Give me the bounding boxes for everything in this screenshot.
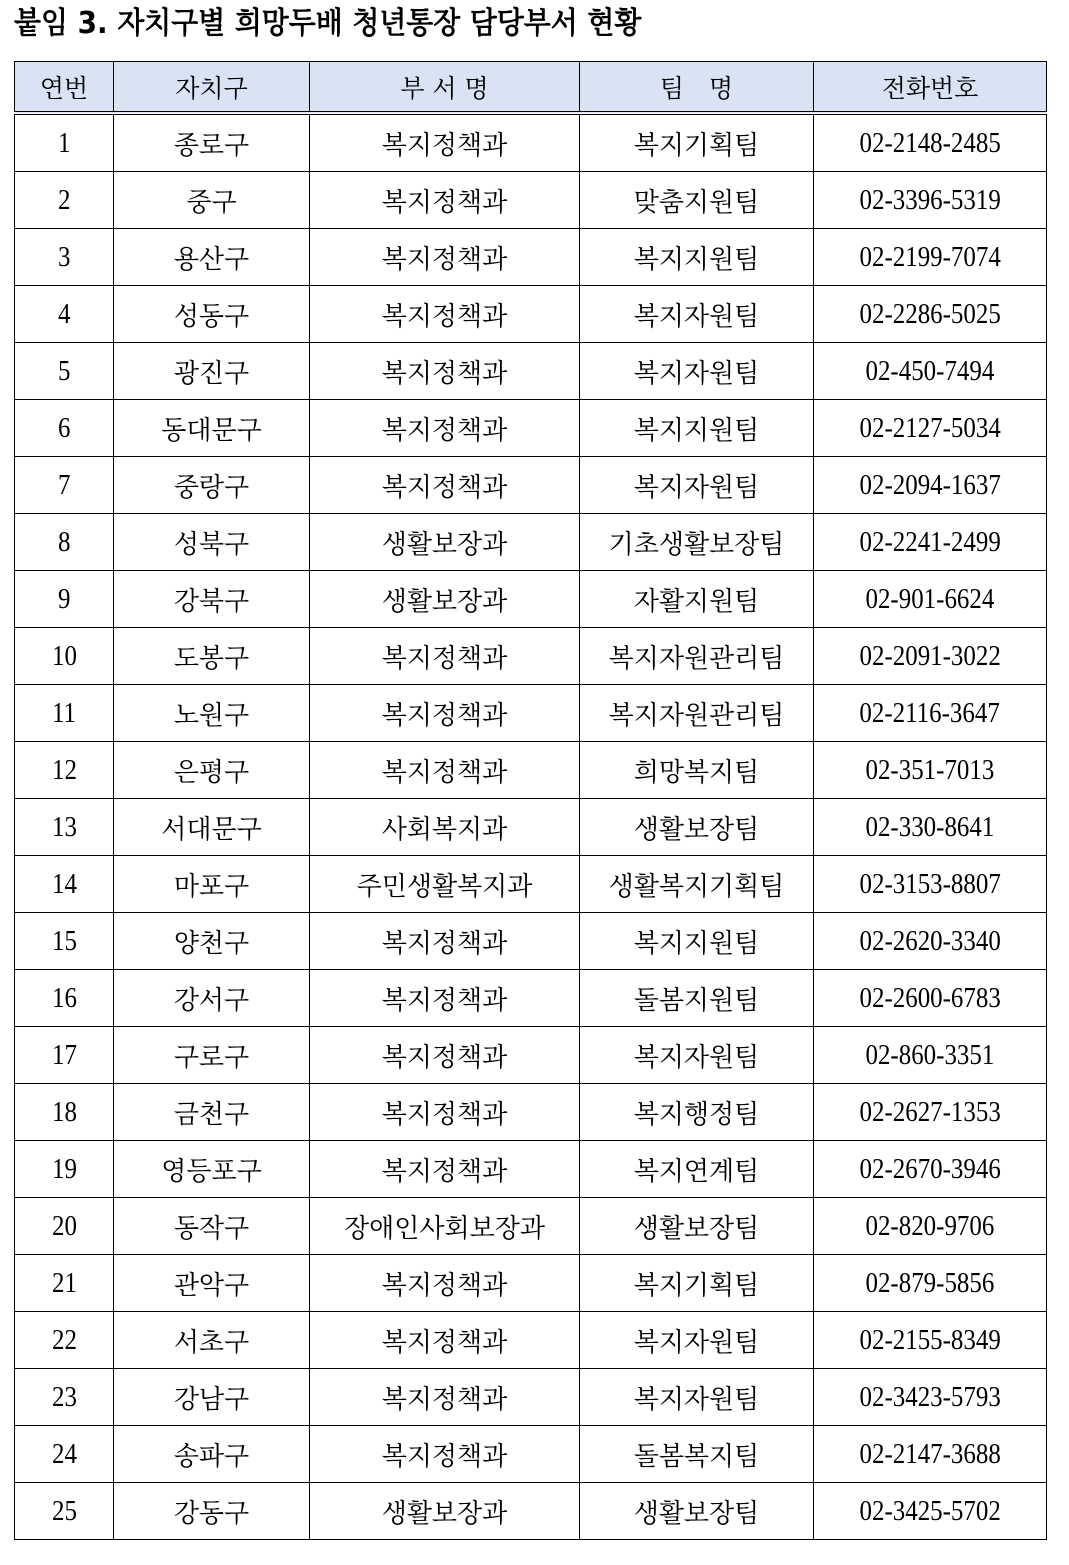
- cell-department: [310, 1027, 580, 1084]
- cell-phone-text: 02-2627-1353: [859, 1095, 1001, 1128]
- cell-department: [310, 343, 580, 400]
- cell-team-text: 돌봄지원팀: [633, 985, 760, 1016]
- cell-district: [114, 1084, 310, 1141]
- cell-district: [114, 913, 310, 970]
- cell-department-text: 생활보장과: [381, 586, 508, 617]
- cell-no: [15, 1084, 114, 1141]
- cell-phone: [814, 457, 1047, 514]
- cell-phone: [814, 685, 1047, 742]
- cell-district: [114, 229, 310, 286]
- cell-phone: [814, 970, 1047, 1027]
- cell-no: [15, 457, 114, 514]
- cell-no-text: 1: [57, 126, 71, 159]
- cell-no: [15, 1027, 114, 1084]
- cell-team: [580, 856, 814, 913]
- cell-team: [580, 1426, 814, 1483]
- table-row: [15, 514, 1047, 571]
- cell-phone: [814, 1369, 1047, 1426]
- cell-phone: [814, 400, 1047, 457]
- cell-phone-text: 02-879-5856: [865, 1266, 995, 1299]
- cell-district-text: 노원구: [173, 700, 250, 731]
- cell-no: [15, 685, 114, 742]
- cell-team-text: 복지행정팀: [633, 1099, 760, 1130]
- cell-district: [114, 1141, 310, 1198]
- cell-department-text: 복지정책과: [381, 301, 508, 332]
- cell-district-text: 중랑구: [173, 472, 250, 503]
- table-row: [15, 913, 1047, 970]
- cell-team: [580, 400, 814, 457]
- header-team: 팀 명: [580, 62, 814, 114]
- cell-district: [114, 1255, 310, 1312]
- cell-phone-text: 02-2199-7074: [859, 240, 1001, 273]
- cell-phone: [814, 343, 1047, 400]
- cell-district: [114, 628, 310, 685]
- cell-team-text: 복지지원팀: [633, 928, 760, 959]
- cell-no: [15, 742, 114, 799]
- cell-phone-text: 02-901-6624: [865, 582, 995, 615]
- cell-department-text: 생활보장과: [381, 529, 508, 560]
- cell-team: [580, 229, 814, 286]
- cell-phone: [814, 1426, 1047, 1483]
- table-row: [15, 1369, 1047, 1426]
- cell-district: [114, 343, 310, 400]
- cell-department: [310, 457, 580, 514]
- cell-team: [580, 628, 814, 685]
- cell-team: [580, 1027, 814, 1084]
- cell-team-text: 돌봄복지팀: [633, 1441, 760, 1472]
- cell-team-text: 복지자원팀: [633, 1042, 760, 1073]
- table-row: [15, 400, 1047, 457]
- cell-department-text: 복지정책과: [381, 1042, 508, 1073]
- cell-phone-text: 02-2155-8349: [859, 1323, 1001, 1356]
- cell-no: [15, 1198, 114, 1255]
- cell-phone: [814, 1312, 1047, 1369]
- table-row: [15, 571, 1047, 628]
- cell-team: [580, 571, 814, 628]
- cell-district-text: 강서구: [173, 985, 250, 1016]
- cell-phone-text: 02-3425-5702: [859, 1494, 1001, 1527]
- cell-phone: [814, 1027, 1047, 1084]
- cell-district-text: 강남구: [173, 1384, 250, 1415]
- cell-team-text: 기초생활보장팀: [608, 529, 785, 560]
- cell-team-text: 생활보장팀: [633, 1213, 760, 1244]
- cell-phone: [814, 286, 1047, 343]
- cell-no: [15, 1312, 114, 1369]
- cell-department-text: 복지정책과: [381, 244, 508, 275]
- cell-department: [310, 1369, 580, 1426]
- cell-department: [310, 514, 580, 571]
- cell-department-text: 복지정책과: [381, 1384, 508, 1415]
- cell-no-text: 6: [57, 411, 71, 444]
- cell-district-text: 동작구: [173, 1213, 250, 1244]
- cell-team: [580, 913, 814, 970]
- cell-no-text: 4: [57, 297, 71, 330]
- cell-team-text: 복지기획팀: [633, 130, 760, 161]
- cell-district: [114, 172, 310, 229]
- cell-team-text: 복지자원팀: [633, 472, 760, 503]
- cell-team: [580, 286, 814, 343]
- table-row: [15, 1027, 1047, 1084]
- table-row: [15, 1312, 1047, 1369]
- cell-team: [580, 799, 814, 856]
- cell-phone: [814, 571, 1047, 628]
- cell-district: [114, 400, 310, 457]
- cell-district: [114, 856, 310, 913]
- cell-no-text: 20: [51, 1209, 77, 1242]
- cell-no: [15, 913, 114, 970]
- cell-district: [114, 1198, 310, 1255]
- cell-district-text: 용산구: [173, 244, 250, 275]
- cell-phone-text: 02-2148-2485: [859, 126, 1001, 159]
- cell-department-text: 복지정책과: [381, 472, 508, 503]
- cell-phone-text: 02-2600-6783: [859, 981, 1001, 1014]
- cell-phone-text: 02-3396-5319: [859, 183, 1001, 216]
- cell-no-text: 11: [51, 696, 77, 729]
- cell-phone-text: 02-860-3351: [865, 1038, 995, 1071]
- cell-department-text: 복지정책과: [381, 358, 508, 389]
- cell-team: [580, 970, 814, 1027]
- cell-no-text: 23: [51, 1380, 77, 1413]
- cell-district-text: 마포구: [173, 871, 250, 902]
- cell-phone: [814, 913, 1047, 970]
- cell-department-text: 복지정책과: [381, 1156, 508, 1187]
- cell-district-text: 관악구: [173, 1270, 250, 1301]
- cell-no-text: 5: [57, 354, 71, 387]
- table-header-row: [15, 62, 1047, 114]
- cell-department-text: 복지정책과: [381, 985, 508, 1016]
- cell-team: [580, 1255, 814, 1312]
- cell-district-text: 광진구: [173, 358, 250, 389]
- table-row: [15, 685, 1047, 742]
- cell-team-text: 복지기획팀: [633, 1270, 760, 1301]
- cell-department-text: 복지정책과: [381, 700, 508, 731]
- cell-phone: [814, 742, 1047, 799]
- cell-district-text: 강동구: [173, 1498, 250, 1529]
- table-row: [15, 1426, 1047, 1483]
- cell-district: [114, 685, 310, 742]
- table-row: [15, 343, 1047, 400]
- cell-team-text: 생활복지기획팀: [608, 871, 785, 902]
- cell-district-text: 송파구: [173, 1441, 250, 1472]
- cell-team: [580, 685, 814, 742]
- cell-department: [310, 742, 580, 799]
- cell-phone-text: 02-330-8641: [865, 810, 995, 843]
- cell-phone: [814, 1483, 1047, 1540]
- cell-no-text: 25: [51, 1494, 77, 1527]
- cell-department: [310, 856, 580, 913]
- cell-department: [310, 172, 580, 229]
- cell-no: [15, 343, 114, 400]
- cell-team: [580, 172, 814, 229]
- cell-phone-text: 02-2127-5034: [859, 411, 1001, 444]
- cell-no: [15, 1141, 114, 1198]
- table-row: [15, 113, 1047, 172]
- cell-no-text: 14: [51, 867, 77, 900]
- cell-no: [15, 514, 114, 571]
- cell-team-text: 생활보장팀: [633, 1498, 760, 1529]
- cell-no: [15, 172, 114, 229]
- cell-district: [114, 286, 310, 343]
- cell-department: [310, 913, 580, 970]
- cell-team: [580, 457, 814, 514]
- cell-no-text: 17: [51, 1038, 77, 1071]
- cell-department-text: 복지정책과: [381, 187, 508, 218]
- cell-team: [580, 1483, 814, 1540]
- cell-no-text: 9: [57, 582, 71, 615]
- table-row: [15, 1483, 1047, 1540]
- cell-department-text: 복지정책과: [381, 415, 508, 446]
- cell-phone-text: 02-2094-1637: [859, 468, 1001, 501]
- cell-department: [310, 1483, 580, 1540]
- cell-phone-text: 02-2116-3647: [859, 696, 1001, 729]
- cell-team-text: 복지자원팀: [633, 1384, 760, 1415]
- header-department: 부 서 명: [310, 62, 580, 114]
- cell-no-text: 21: [51, 1266, 77, 1299]
- cell-district: [114, 514, 310, 571]
- table-row: [15, 1198, 1047, 1255]
- cell-department: [310, 400, 580, 457]
- cell-phone-text: 02-3423-5793: [859, 1380, 1001, 1413]
- cell-department: [310, 1198, 580, 1255]
- cell-team: [580, 514, 814, 571]
- table-row: [15, 970, 1047, 1027]
- cell-no: [15, 229, 114, 286]
- department-table: [14, 61, 1047, 1540]
- cell-district: [114, 571, 310, 628]
- cell-district-text: 서초구: [173, 1327, 250, 1358]
- cell-department-text: 복지정책과: [381, 928, 508, 959]
- table-row: [15, 457, 1047, 514]
- cell-district-text: 중구: [186, 187, 237, 218]
- cell-team: [580, 343, 814, 400]
- cell-department: [310, 1255, 580, 1312]
- cell-phone: [814, 799, 1047, 856]
- cell-no-text: 18: [51, 1095, 77, 1128]
- cell-team-text: 복지자원관리팀: [608, 700, 785, 731]
- table-row: [15, 1084, 1047, 1141]
- cell-phone: [814, 1141, 1047, 1198]
- cell-no-text: 8: [57, 525, 71, 558]
- cell-district-text: 강북구: [173, 586, 250, 617]
- cell-department-text: 주민생활복지과: [356, 871, 533, 902]
- cell-district-text: 양천구: [173, 928, 250, 959]
- cell-district-text: 도봉구: [173, 643, 250, 674]
- cell-phone-text: 02-2670-3946: [859, 1152, 1001, 1185]
- cell-department-text: 복지정책과: [381, 1270, 508, 1301]
- cell-phone-text: 02-2147-3688: [859, 1437, 1001, 1470]
- cell-phone-text: 02-2286-5025: [859, 297, 1001, 330]
- cell-district-text: 서대문구: [161, 814, 262, 845]
- cell-no-text: 15: [51, 924, 77, 957]
- cell-no-text: 3: [57, 240, 71, 273]
- cell-team: [580, 1084, 814, 1141]
- cell-team-text: 희망복지팀: [633, 757, 760, 788]
- cell-department: [310, 286, 580, 343]
- cell-department: [310, 1084, 580, 1141]
- table-row: [15, 628, 1047, 685]
- cell-team-text: 복지자원팀: [633, 358, 760, 389]
- cell-phone-text: 02-351-7013: [865, 753, 995, 786]
- table-row: [15, 286, 1047, 343]
- table-row: [15, 1255, 1047, 1312]
- cell-district-text: 성북구: [173, 529, 250, 560]
- cell-team: [580, 742, 814, 799]
- header-phone: 전화번호: [814, 62, 1047, 114]
- cell-team-text: 생활보장팀: [633, 814, 760, 845]
- cell-team-text: 복지자원팀: [633, 1327, 760, 1358]
- table-body: [15, 113, 1047, 1540]
- cell-department-text: 사회복지과: [381, 814, 508, 845]
- cell-team: [580, 1198, 814, 1255]
- table-row: [15, 229, 1047, 286]
- cell-team: [580, 1141, 814, 1198]
- cell-phone-text: 02-2241-2499: [859, 525, 1001, 558]
- cell-phone: [814, 1084, 1047, 1141]
- cell-department-text: 장애인사회보장과: [344, 1213, 545, 1244]
- document-title: 붙임 3. 자치구별 희망두배 청년통장 담당부서 현황: [14, 6, 642, 41]
- cell-team-text: 복지자원팀: [633, 301, 760, 332]
- cell-team-text: 복지지원팀: [633, 415, 760, 446]
- cell-no: [15, 799, 114, 856]
- cell-district: [114, 799, 310, 856]
- cell-district-text: 금천구: [173, 1099, 250, 1130]
- cell-phone-text: 02-3153-8807: [859, 867, 1001, 900]
- cell-no-text: 2: [57, 183, 71, 216]
- cell-no: [15, 400, 114, 457]
- cell-district: [114, 1369, 310, 1426]
- cell-department-text: 복지정책과: [381, 643, 508, 674]
- cell-department-text: 복지정책과: [381, 1099, 508, 1130]
- cell-no: [15, 1255, 114, 1312]
- cell-no-text: 22: [51, 1323, 77, 1356]
- cell-team: [580, 113, 814, 172]
- cell-department: [310, 571, 580, 628]
- cell-phone: [814, 113, 1047, 172]
- cell-no: [15, 571, 114, 628]
- cell-team-text: 복지지원팀: [633, 244, 760, 275]
- cell-phone: [814, 628, 1047, 685]
- cell-district-text: 구로구: [173, 1042, 250, 1073]
- table-row: [15, 742, 1047, 799]
- cell-district-text: 은평구: [173, 757, 250, 788]
- cell-phone: [814, 514, 1047, 571]
- cell-district: [114, 457, 310, 514]
- cell-phone: [814, 172, 1047, 229]
- table-row: [15, 172, 1047, 229]
- cell-no: [15, 1369, 114, 1426]
- cell-department-text: 생활보장과: [381, 1498, 508, 1529]
- cell-phone: [814, 229, 1047, 286]
- cell-phone-text: 02-2620-3340: [859, 924, 1001, 957]
- cell-no: [15, 113, 114, 172]
- cell-no: [15, 856, 114, 913]
- cell-no: [15, 1426, 114, 1483]
- cell-department: [310, 113, 580, 172]
- cell-department: [310, 685, 580, 742]
- cell-team: [580, 1369, 814, 1426]
- cell-department-text: 복지정책과: [381, 1441, 508, 1472]
- cell-department: [310, 628, 580, 685]
- cell-district-text: 종로구: [173, 130, 250, 161]
- cell-district: [114, 1027, 310, 1084]
- cell-department-text: 복지정책과: [381, 757, 508, 788]
- header-no: 연번: [15, 62, 114, 114]
- cell-department: [310, 970, 580, 1027]
- cell-phone-text: 02-820-9706: [865, 1209, 995, 1242]
- cell-district-text: 성동구: [173, 301, 250, 332]
- cell-no-text: 10: [51, 639, 77, 672]
- cell-department: [310, 799, 580, 856]
- table-row: [15, 856, 1047, 913]
- header-district: 자치구: [114, 62, 310, 114]
- cell-district: [114, 113, 310, 172]
- cell-department-text: 복지정책과: [381, 1327, 508, 1358]
- cell-no-text: 13: [51, 810, 77, 843]
- cell-district: [114, 1426, 310, 1483]
- cell-no: [15, 970, 114, 1027]
- cell-team: [580, 1312, 814, 1369]
- cell-phone-text: 02-450-7494: [865, 354, 995, 387]
- cell-no: [15, 286, 114, 343]
- cell-district: [114, 1483, 310, 1540]
- cell-no: [15, 628, 114, 685]
- cell-no-text: 19: [51, 1152, 77, 1185]
- cell-department: [310, 1426, 580, 1483]
- cell-no-text: 12: [51, 753, 77, 786]
- cell-department: [310, 1141, 580, 1198]
- cell-district-text: 영등포구: [161, 1156, 262, 1187]
- table-row: [15, 1141, 1047, 1198]
- cell-team-text: 맞춤지원팀: [633, 187, 760, 218]
- cell-district: [114, 742, 310, 799]
- cell-district: [114, 970, 310, 1027]
- cell-phone: [814, 1198, 1047, 1255]
- cell-team-text: 복지자원관리팀: [608, 643, 785, 674]
- table-row: [15, 799, 1047, 856]
- cell-no: [15, 1483, 114, 1540]
- cell-phone-text: 02-2091-3022: [859, 639, 1001, 672]
- cell-district-text: 동대문구: [161, 415, 262, 446]
- cell-department-text: 복지정책과: [381, 130, 508, 161]
- cell-no-text: 24: [51, 1437, 77, 1470]
- cell-team-text: 복지연계팀: [633, 1156, 760, 1187]
- cell-no-text: 16: [51, 981, 77, 1014]
- cell-team-text: 자활지원팀: [633, 586, 760, 617]
- cell-department: [310, 229, 580, 286]
- cell-phone: [814, 1255, 1047, 1312]
- cell-department: [310, 1312, 580, 1369]
- cell-no-text: 7: [57, 468, 71, 501]
- cell-phone: [814, 856, 1047, 913]
- cell-district: [114, 1312, 310, 1369]
